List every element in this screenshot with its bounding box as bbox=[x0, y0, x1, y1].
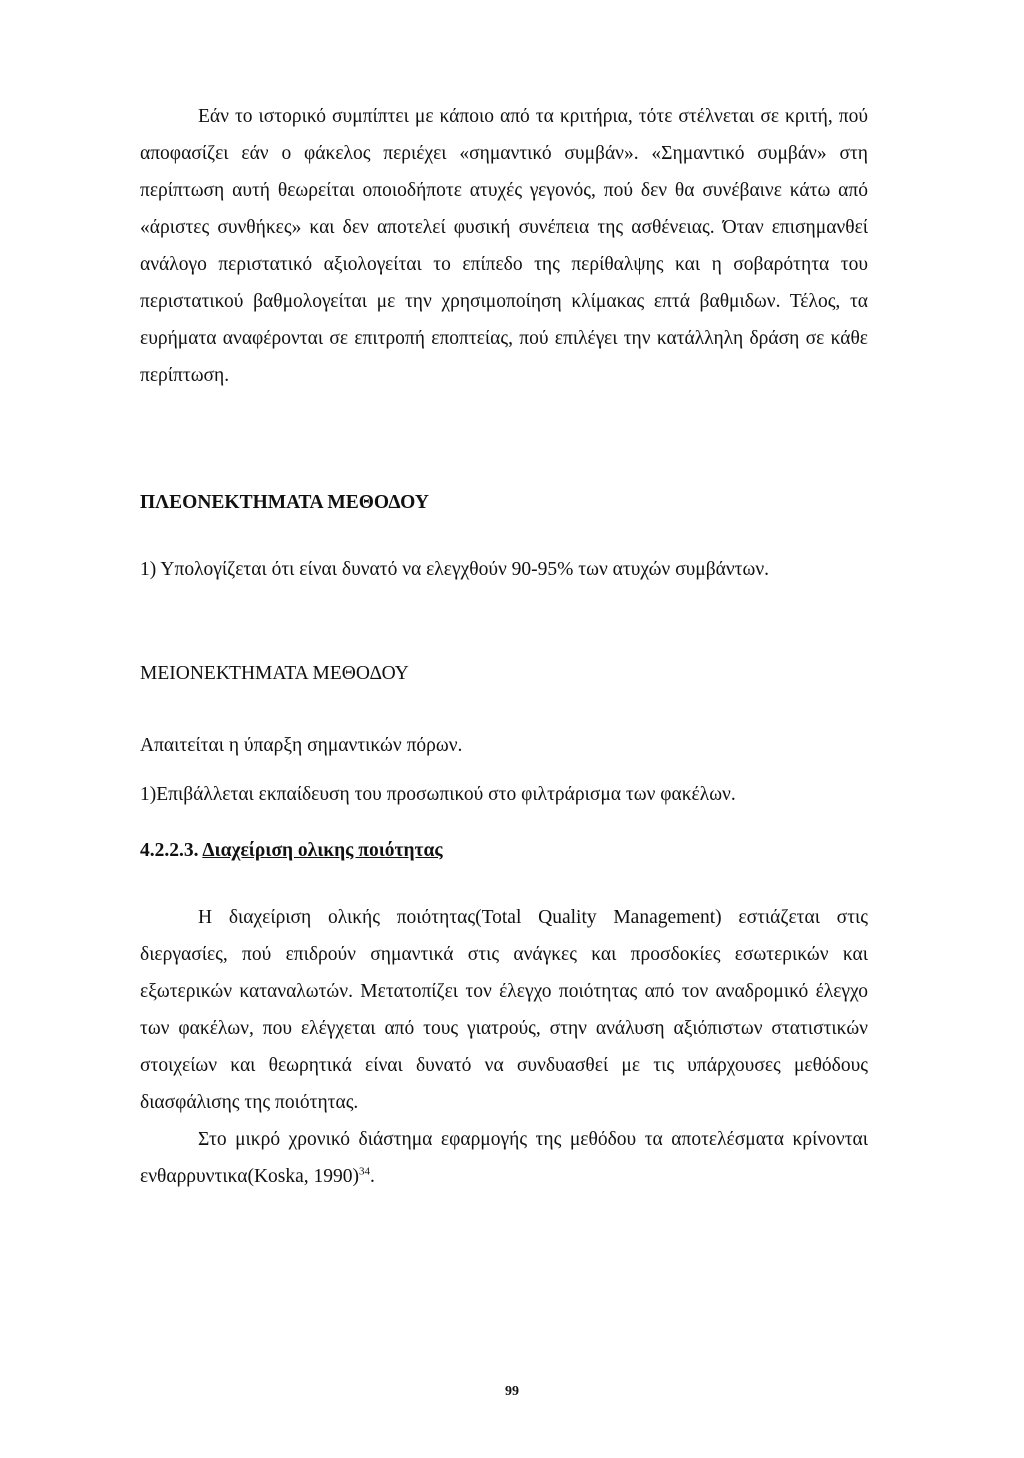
page-number: 99 bbox=[505, 1384, 519, 1399]
citation-reference: 34 bbox=[359, 1165, 371, 1178]
section-title: Διαχείριση ολικης ποιότητας bbox=[202, 840, 443, 861]
paragraph-review-process: Εάν το ιστορικό συμπίπτει με κάποιο από τα κριτήρια, τότε στέλνεται σε κριτή, πού αποφασίζει εάν ο φάκελος περιέχει «σημαντικό συμβάν». «Σημαντικό συμβάν» στη περίπτωση αυτή θεωρείται οποιοδήποτε ατυχές γεγονός, πού δεν θα συνέβαινε κάτω από «άριστες συνθήκες» και δεν αποτελεί φυσική συνέπεια της ασθένειας. Όταν επισημανθεί ανάλογο περιστατικό αξιολογείται το επίπεδο της περίθαλψης και η σοβαρότητα του περιστατικού βαθμολογείται με την χρησιμοποίηση κλίμακας επτά βαθμιδων. Τέλος, τα ευρήματα αναφέρονται σε επιτροπή εποπτείας, πού επιλέγει την κατάλληλη δράση σε κάθε περίπτωση. bbox=[140, 106, 868, 386]
disadvantages-item-1: Απαιτείται η ύπαρξη σημαντικών πόρων. bbox=[140, 735, 463, 756]
advantages-item-1: 1) Υπολογίζεται ότι είναι δυνατό να ελεγχθούν 90-95% των ατυχών συμβάντων. bbox=[140, 559, 770, 580]
paragraph-results bbox=[140, 1121, 868, 1195]
paragraph-results-end: . bbox=[370, 1166, 375, 1187]
disadvantages-item-2: 1)Επιβάλλεται εκπαίδευση του προσωπικού στο φιλτράρισμα των φακέλων. bbox=[140, 784, 736, 805]
section-number: 4.2.2.3. bbox=[140, 840, 199, 861]
advantages-heading: ΠΛΕΟΝΕΚΤΗΜΑΤΑ ΜΕΘΟΔΟΥ bbox=[140, 492, 429, 513]
paragraph-results-text: Στο μικρό χρονικό διάστημα εφαρμογής της μεθόδου τα αποτελέσματα κρίνονται ενθαρρυντικα(Koska, 1990) bbox=[140, 1129, 868, 1187]
section-heading bbox=[140, 837, 868, 865]
disadvantages-heading: ΜΕΙΟΝΕΚΤΗΜΑΤΑ ΜΕΘΟΔΟΥ bbox=[140, 663, 409, 684]
paragraph-tqm: Η διαχείριση ολικής ποιότητας(Total Quality Management) εστιάζεται στις διεργασίες, πού επιδρούν σημαντικά στις ανάγκες και προσδοκίες εσωτερικών και εξωτερικών καταναλωτών. Μετατοπίζει τον έλεγχο ποιότητας από τον αναδρομικό έλεγχο των φακέλων, που ελέγχεται από τους γιατρούς, στην ανάλυση αξιόπιστων στατιστικών στοιχείων και θεωρητικά είναι δυνατό να συνδυασθεί με τις υπάρχουσες μεθόδους διασφάλισης της ποιότητας. bbox=[140, 907, 868, 1113]
page-content bbox=[140, 98, 868, 1195]
